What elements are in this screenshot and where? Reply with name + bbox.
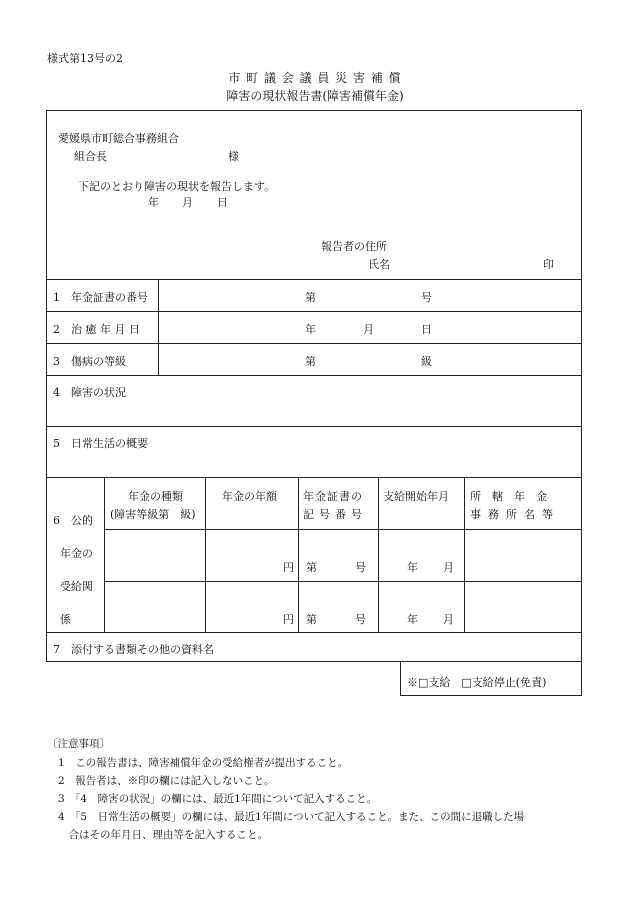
note-4: 4 「5 日常生活の概要」の欄には、最近1年間について記入すること。また、この間に退職した場 (58, 811, 525, 823)
pension-row1-go: 号 (355, 561, 366, 574)
rule (378, 477, 379, 632)
header-cert-line2: 記号番号 (303, 508, 367, 521)
row-cure-date-month: 月 (363, 323, 374, 336)
addressee-head: 組合長 (74, 150, 107, 163)
form-number: 様式第13号の2 (47, 52, 123, 65)
row-grade-prefix: 第 (305, 355, 316, 368)
note-4-continued: 合はその年月日、理由等を記入すること。 (58, 829, 268, 841)
title-line-1: 市 町 議 会 議 員 災 害 補 償 (228, 71, 402, 85)
date-month: 月 (182, 196, 193, 209)
pension-row2-dai: 第 (306, 613, 317, 626)
header-office-line1: 所 轄 年 金 (470, 490, 547, 503)
note-1: 1 この報告書は、障害補償年金の受給権者が提出すること。 (58, 757, 349, 769)
office-use-text: ※□支給 □支給停止(免責) (407, 676, 547, 689)
intro-text: 下記のとおり障害の現状を報告します。 (78, 180, 276, 193)
row-cure-date-year: 年 (305, 323, 316, 336)
header-pension-kind: 年金の種類 (128, 490, 183, 503)
row-cert-number-prefix: 第 (305, 291, 316, 304)
row-cert-number-suffix: 号 (421, 291, 432, 304)
pension-side-label-2: 年金の (60, 547, 93, 560)
rule (46, 343, 582, 344)
note-2: 2 報告者は、※印の欄には記入しないこと。 (58, 775, 275, 787)
pension-row1-yen: 円 (283, 561, 294, 574)
note-3: 3 「4 障害の状況」の欄には、最近1年間について記入すること。 (58, 793, 378, 805)
pension-row1-month: 月 (443, 561, 454, 574)
row-attachments-label: 7 添付する書類その他の資料名 (53, 643, 214, 656)
row-grade-label: 3 傷病の等級 (53, 355, 126, 368)
rule (104, 581, 582, 582)
rule (46, 279, 582, 280)
pension-row1-year: 年 (407, 561, 418, 574)
rule (46, 426, 582, 427)
addressee-org: 愛媛県市町総合事務組合 (58, 132, 179, 145)
rule (46, 477, 582, 478)
header-start-month: 支給開始年月 (383, 490, 449, 503)
pension-row2-month: 月 (443, 613, 454, 626)
pension-side-label-3: 受給関 (60, 580, 93, 593)
reporter-name-label: 氏名 (368, 258, 390, 271)
row-daily-life-label: 5 日常生活の概要 (53, 437, 148, 450)
pension-row1-dai: 第 (306, 561, 317, 574)
notes-title: 〔注意事項〕 (47, 738, 110, 750)
rule (158, 279, 159, 375)
rule (104, 529, 582, 530)
row-cert-number-label: 1 年金証書の番号 (53, 291, 148, 304)
reporter-address-label: 報告者の住所 (321, 240, 387, 253)
title-line-2: 障害の現状報告書(障害補償年金) (226, 89, 404, 103)
seal-mark: 印 (543, 258, 554, 271)
pension-row2-year: 年 (407, 613, 418, 626)
rule (46, 375, 582, 376)
pension-row2-yen: 円 (283, 613, 294, 626)
rule (46, 632, 582, 633)
pension-side-label-1: 6 公的 (53, 514, 93, 527)
pension-row2-go: 号 (355, 613, 366, 626)
rule (464, 477, 465, 632)
row-disability-status-label: 4 障害の状況 (53, 386, 126, 399)
header-office-line2: 事務所名等 (470, 508, 560, 521)
rule (46, 311, 582, 312)
rule (205, 477, 206, 632)
row-cure-date-label: 2 治 癒 年 月 日 (53, 323, 140, 336)
date-day: 日 (217, 196, 228, 209)
header-cert-line1: 年金証書の (303, 490, 363, 503)
rule (104, 477, 105, 632)
date-year: 年 (148, 196, 159, 209)
rule (298, 477, 299, 632)
header-pension-grade: (障害等級第 級) (110, 508, 196, 521)
pension-side-label-4: 係 (60, 613, 71, 626)
row-cure-date-day: 日 (421, 323, 432, 336)
row-grade-suffix: 級 (421, 355, 432, 368)
addressee-honorific: 様 (228, 150, 239, 163)
header-pension-amount: 年金の年額 (222, 490, 277, 503)
